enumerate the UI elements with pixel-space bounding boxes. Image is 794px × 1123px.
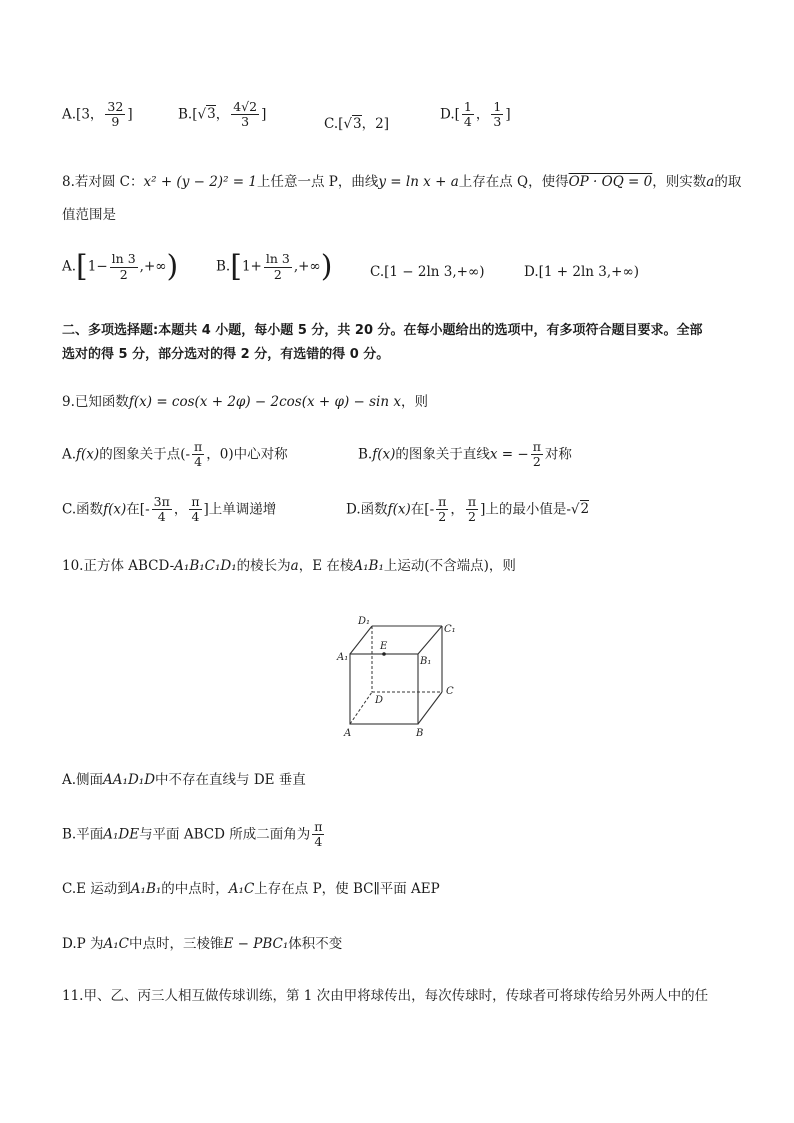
label-c1: C₁ [444, 624, 456, 635]
q10-option-c: C.E 运动到A₁B₁的中点时，A₁C上存在点 P，使 BC∥平面 AEP [62, 881, 440, 897]
label-b: B [416, 728, 424, 739]
q10-option-d: D.P 为A₁C中点时，三棱锥E − PBC₁体积不变 [62, 936, 343, 952]
q8-option-c: C.[1 − 2ln 3,+∞) [370, 264, 485, 280]
section-header-line1: 二、多项选择题:本题共 4 小题，每小题 5 分，共 20 分。在每小题给出的选项中，有多项符合题目要求。全部 [62, 323, 703, 338]
point-e [382, 652, 386, 656]
q9-option-b: B.f(x)的图象关于直线x = − $\frac{\pi}{2}$ 对称 [358, 439, 572, 470]
label-d1: D₁ [358, 616, 371, 627]
sqrt-symbol: √ [343, 116, 353, 132]
q7-option-b: B.[√3， $\frac{4√2}{3}$ ] [178, 99, 267, 130]
q8-stem-line1: 8.若对圆 C：x² + (y − 2)² = 1上任意一点 P，曲线y = ln x + a上存在点 Q，使得OP · OQ = 0，则实数a的取 [62, 174, 742, 190]
front-face [350, 654, 418, 724]
fraction: $\frac{\pi}{4}$ [314, 819, 323, 850]
fraction: $\frac{\ln 3}{2}$ [265, 251, 290, 282]
q9-option-d: D.函数f(x)在[- $\frac{\pi}{2}$ ， $\frac{\pi}{2}$ ]上的最小值是-√2 [346, 494, 590, 525]
fraction: $\frac{\pi}{2}$ [438, 494, 447, 525]
fraction: $\frac{\pi}{2}$ [532, 439, 541, 470]
edge-b1c1 [418, 626, 442, 654]
label-b1: B₁ [420, 656, 432, 667]
fraction: $\frac{4√2}{3}$ [233, 99, 258, 130]
label-d: D [375, 695, 384, 706]
q7-option-a: A.[3， $\frac{32}{9}$ ] [62, 99, 133, 130]
label-e: E [380, 641, 388, 652]
fraction: $\frac{\pi}{4}$ [191, 494, 200, 525]
q8-option-b: B.[1+ $\frac{\ln 3}{2}$ ,+∞) [216, 249, 333, 284]
q9-option-a: A.f(x)的图象关于点(- $\frac{\pi}{4}$ ，0)中心对称 [62, 439, 288, 470]
edge-ad-hidden [350, 692, 372, 724]
fraction: $\frac{\ln 3}{2}$ [111, 251, 136, 282]
label-c: C [446, 686, 454, 697]
q11-stem-line1: 11.甲、乙、丙三人相互做传球训练，第 1 次由甲将球传出，每次传球时，传球者可将球传给另外两人中的任 [62, 988, 709, 1004]
q8-option-d: D.[1 + 2ln 3,+∞) [524, 264, 639, 280]
q8-stem-line2: 值范围是 [62, 207, 116, 223]
q9-option-c: C.函数f(x)在[- $\frac{3\pi}{4}$ ， $\frac{\pi}{4}$ ]上单调递增 [62, 494, 277, 525]
fraction: $\frac{1}{4}$ [463, 99, 472, 130]
fraction: $\frac{32}{9}$ [107, 99, 124, 130]
q7-option-c: C.[√3，2] [324, 116, 389, 132]
fraction: $\frac{\pi}{4}$ [194, 439, 203, 470]
label-a1: A₁ [337, 652, 349, 663]
cube-figure [334, 614, 464, 740]
q10-option-b: B.平面A₁DE与平面 ABCD 所成二面角为 $\frac{\pi}{4}$ [62, 819, 323, 850]
q8-option-a: A.[1− $\frac{\ln 3}{2}$ ,+∞) [62, 249, 179, 284]
q7-option-d: D.[ $\frac{1}{4}$ ， $\frac{1}{3}$ ] [440, 99, 511, 130]
fraction: $\frac{3\pi}{4}$ [153, 494, 170, 525]
sqrt-symbol: √ [197, 106, 207, 123]
sqrt-symbol: √ [570, 501, 580, 518]
label-a: A [344, 728, 352, 739]
q9-stem: 9.已知函数f(x) = cos(x + 2φ) − 2cos(x + φ) − sin x，则 [62, 394, 428, 410]
q10-option-a: A.侧面AA₁D₁D中不存在直线与 DE 垂直 [62, 772, 306, 788]
section-header-line2: 选对的得 5 分，部分选对的得 2 分，有选错的得 0 分。 [62, 347, 390, 362]
edge-a1d1 [350, 626, 372, 654]
q10-stem: 10.正方体 ABCD-A₁B₁C₁D₁的棱长为a，E 在棱A₁B₁上运动(不含端点)，则 [62, 558, 516, 574]
fraction: $\frac{\pi}{2}$ [467, 494, 477, 525]
fraction: $\frac{1}{3}$ [493, 99, 502, 130]
edge-bc [418, 692, 442, 724]
